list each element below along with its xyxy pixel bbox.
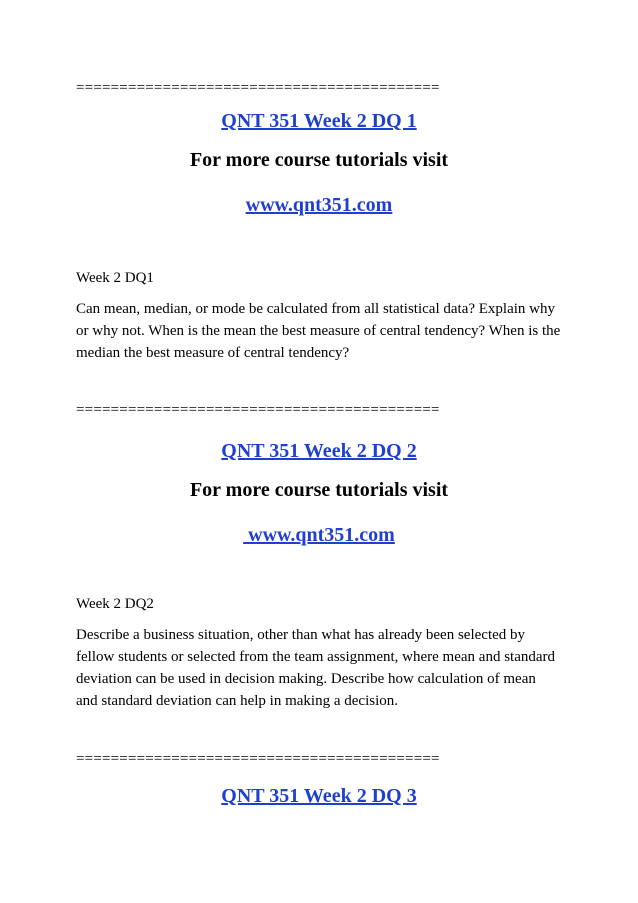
section-1-url-link[interactable]: www.qnt351.com xyxy=(245,194,393,216)
section-1-visit-text: For more course tutorials visit xyxy=(189,149,449,171)
section-2-visit-text: For more course tutorials visit xyxy=(189,479,449,501)
section-1-title xyxy=(0,110,638,133)
separator-3: ========================================== xyxy=(76,751,440,767)
section-2-title xyxy=(0,440,638,463)
separator-1: ========================================== xyxy=(76,80,440,96)
section-3-title-link[interactable]: QNT 351 Week 2 DQ 3 xyxy=(221,785,417,807)
section-2-body: Describe a business situation, other than what has already been selected by fellow students or selected from the team assignment, where mean and standard deviation can be used in decision making. Describe how calculation of mean and standard deviation can help in making a decision. xyxy=(76,627,556,709)
section-2-label: Week 2 DQ2 xyxy=(76,596,154,612)
section-1-label: Week 2 DQ1 xyxy=(76,270,154,286)
section-1-title-link[interactable]: QNT 351 Week 2 DQ 1 xyxy=(221,110,417,132)
section-2-title-link[interactable]: QNT 351 Week 2 DQ 2 xyxy=(221,440,417,462)
section-2-url xyxy=(0,524,638,547)
section-2-url-link[interactable]: www.qnt351.com xyxy=(243,524,395,546)
separator-2: ========================================== xyxy=(76,402,440,418)
section-1-url xyxy=(0,194,638,217)
section-3-title xyxy=(0,785,638,808)
section-1-body: Can mean, median, or mode be calculated from all statistical data? Explain why or why not. When is the mean the best measure of central tendency? When is the median the best measure of central tendency? xyxy=(76,301,561,361)
